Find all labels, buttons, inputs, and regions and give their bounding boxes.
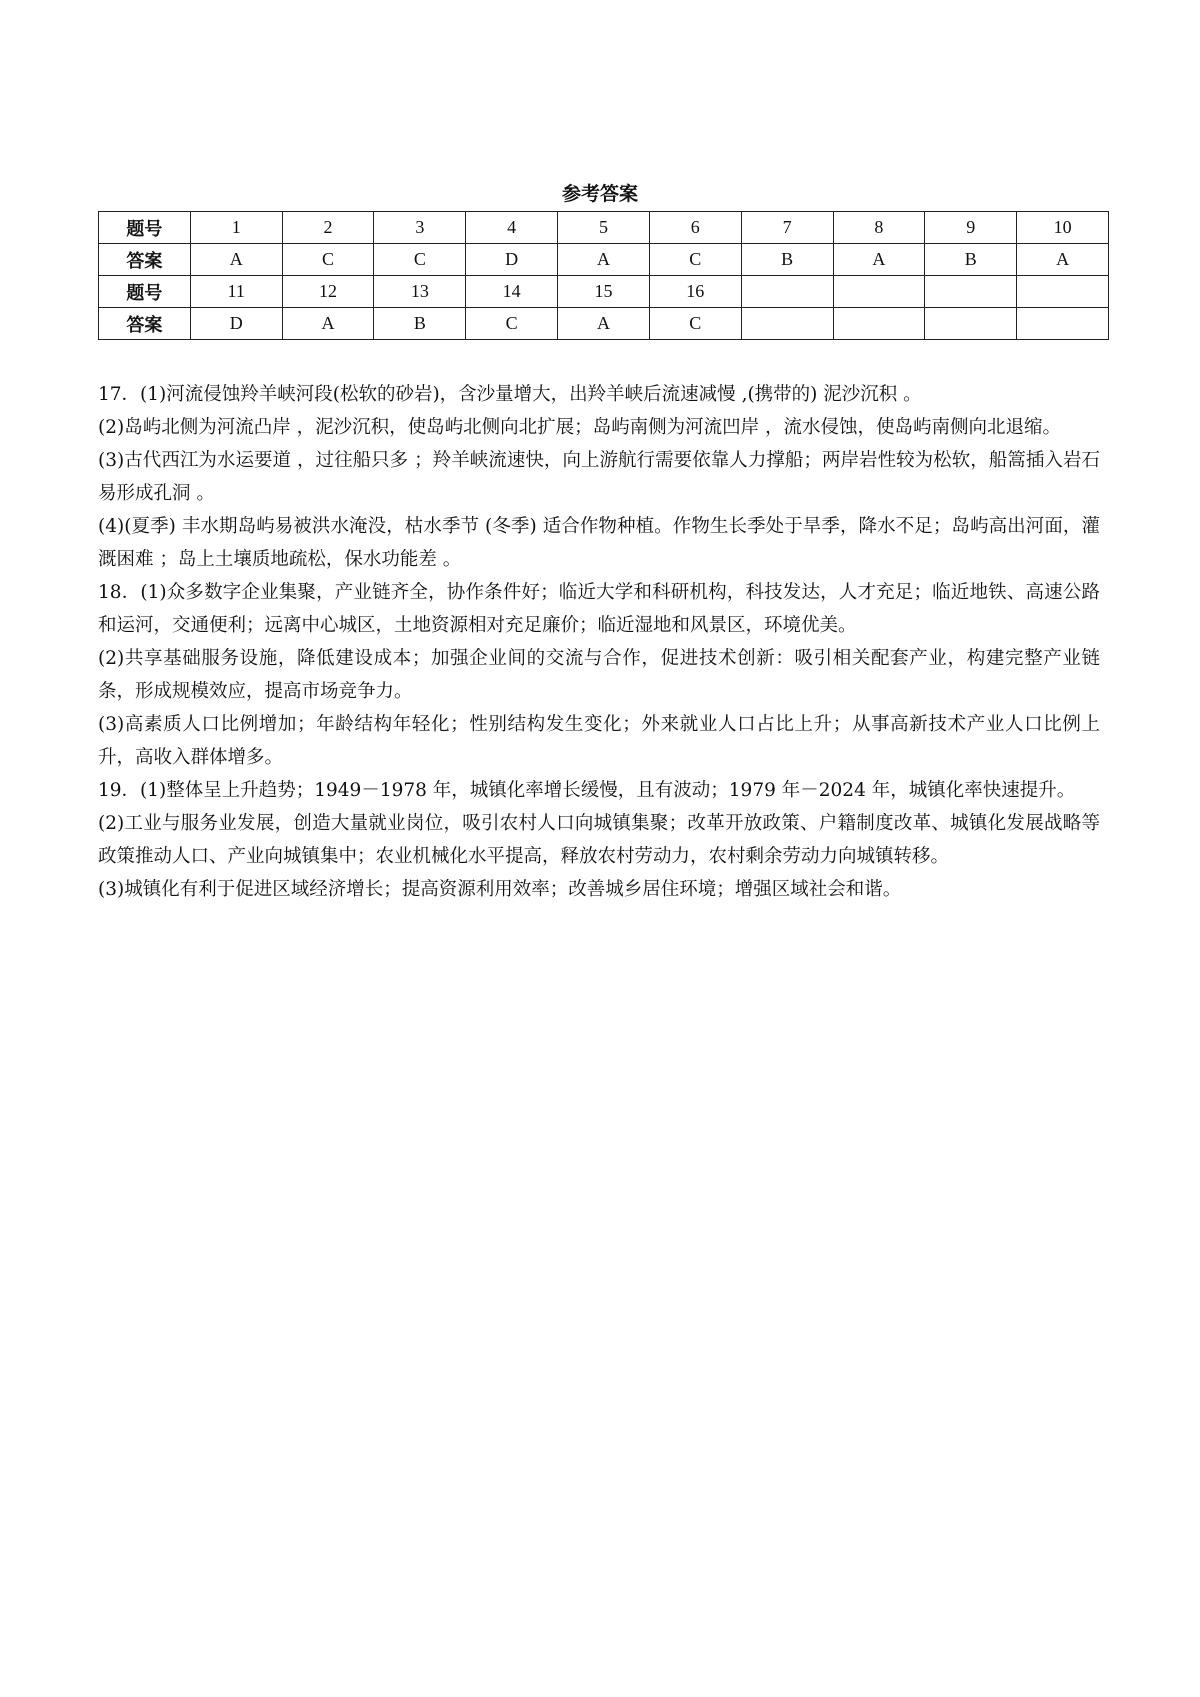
page-title: 参考答案 xyxy=(561,183,638,205)
table-cell: A xyxy=(1017,244,1109,276)
table-cell: C xyxy=(649,244,741,276)
answer-paragraph: 17．(1)河流侵蚀羚羊峡河段(松软的砂岩)，含沙量增大，出羚羊峡后流速减慢 ,(携带的) 泥沙沉积 。 xyxy=(98,384,922,405)
row-label: 题号 xyxy=(99,212,191,244)
table-row xyxy=(99,276,1109,308)
table-row xyxy=(99,212,1109,244)
table-cell: D xyxy=(466,244,558,276)
table-cell xyxy=(833,308,925,340)
table-cell: D xyxy=(190,308,282,340)
answer-paragraph: (3)高素质人口比例增加；年龄结构年轻化；性别结构发生变化；外来就业人口占比上升；从事高新技术产业人口比例上升，高收入群体增多。 xyxy=(98,714,1100,768)
table-cell: A xyxy=(558,244,650,276)
answer-paragraphs xyxy=(98,378,1100,906)
table-cell xyxy=(925,308,1017,340)
table-cell: 13 xyxy=(374,276,466,308)
table-cell xyxy=(1017,276,1109,308)
table-cell: A xyxy=(833,244,925,276)
table-cell: A xyxy=(190,244,282,276)
table-row xyxy=(99,244,1109,276)
table-cell: 10 xyxy=(1017,212,1109,244)
table-cell: 6 xyxy=(649,212,741,244)
table-cell: 2 xyxy=(282,212,374,244)
row-label: 题号 xyxy=(99,276,191,308)
table-cell: 15 xyxy=(558,276,650,308)
table-cell xyxy=(741,276,833,308)
table-cell xyxy=(833,276,925,308)
table-cell: 11 xyxy=(190,276,282,308)
table-cell xyxy=(925,276,1017,308)
table-cell: C xyxy=(649,308,741,340)
table-cell: A xyxy=(282,308,374,340)
table-cell: 12 xyxy=(282,276,374,308)
table-cell: C xyxy=(466,308,558,340)
table-cell: 3 xyxy=(374,212,466,244)
table-cell: B xyxy=(741,244,833,276)
table-cell: 5 xyxy=(558,212,650,244)
table-cell: 1 xyxy=(190,212,282,244)
table-cell: C xyxy=(282,244,374,276)
answer-paragraph: 19．(1)整体呈上升趋势；1949－1978 年，城镇化率增长缓慢，且有波动；1979 年－2024 年，城镇化率快速提升。 xyxy=(98,780,1076,801)
answer-paragraph: (2)共享基础服务设施，降低建设成本；加强企业间的交流与合作，促进技术创新：吸引相关配套产业，构建完整产业链条，形成规模效应，提高市场竞争力。 xyxy=(98,648,1100,702)
table-cell: 9 xyxy=(925,212,1017,244)
row-label: 答案 xyxy=(99,244,191,276)
table-cell xyxy=(1017,308,1109,340)
answer-paragraph: (3)城镇化有利于促进区域经济增长；提高资源利用效率；改善城乡居住环境；增强区域社会和谐。 xyxy=(98,879,902,900)
answer-table xyxy=(98,211,1109,340)
row-label: 答案 xyxy=(99,308,191,340)
table-cell xyxy=(741,308,833,340)
answer-paragraph: (2)岛屿北侧为河流凸岸 ，泥沙沉积，使岛屿北侧向北扩展；岛屿南侧为河流凹岸 ，流水侵蚀，使岛屿南侧向北退缩。 xyxy=(98,417,1061,438)
answer-paragraph: (3)古代西江为水运要道 ，过往船只多 ；羚羊峡流速快，向上游航行需要依靠人力撑船；两岸岩性较为松软，船篙插入岩石易形成孔洞 。 xyxy=(98,450,1100,504)
table-cell: 8 xyxy=(833,212,925,244)
answer-paragraph: 18．(1)众多数字企业集聚，产业链齐全，协作条件好；临近大学和科研机构，科技发达，人才充足；临近地铁、高速公路和运河，交通便利；远离中心城区，土地资源相对充足廉价；临近湿地和风景区，环境优美。 xyxy=(98,582,1100,636)
answer-paragraph: (4)(夏季) 丰水期岛屿易被洪水淹没，枯水季节 (冬季) 适合作物种植。作物生长季处于旱季，降水不足；岛屿高出河面，灌溉困难 ；岛上土壤质地疏松，保水功能差 。 xyxy=(98,516,1100,570)
table-cell: 4 xyxy=(466,212,558,244)
table-cell: A xyxy=(558,308,650,340)
table-cell: B xyxy=(374,308,466,340)
table-cell: 7 xyxy=(741,212,833,244)
table-cell: B xyxy=(925,244,1017,276)
table-row xyxy=(99,308,1109,340)
table-cell: C xyxy=(374,244,466,276)
table-cell: 16 xyxy=(649,276,741,308)
table-cell: 14 xyxy=(466,276,558,308)
answer-paragraph: (2)工业与服务业发展，创造大量就业岗位，吸引农村人口向城镇集聚；改革开放政策、户籍制度改革、城镇化发展战略等政策推动人口、产业向城镇集中；农业机械化水平提高，释放农村劳动力，农村剩余劳动力向城镇转移。 xyxy=(98,813,1100,867)
